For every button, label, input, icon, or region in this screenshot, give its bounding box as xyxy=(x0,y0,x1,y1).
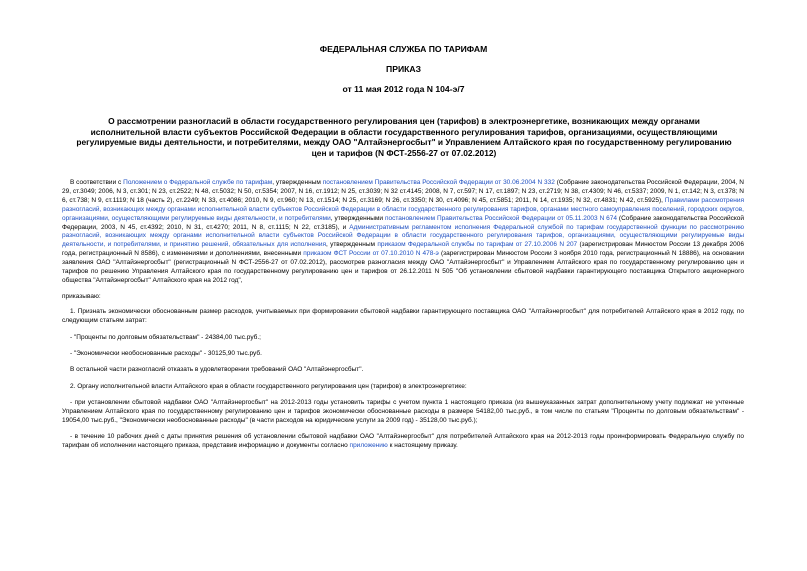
link-fst-order-207[interactable]: приказом Федеральной службы по тарифам от 27.10.2006 N 207 xyxy=(377,241,578,249)
preamble-text: (зарегистрирован Минюстом России 13 декабря 2006 года, регистрационный N 8586), с изменениями и дополнениями, внесенными xyxy=(62,241,744,258)
item-1-bullet-interest: - "Проценты по долговым обязательствам" - 24384,00 тыс.руб.; xyxy=(70,333,261,341)
document-type: ПРИКАЗ xyxy=(386,64,421,74)
link-government-resolution-332[interactable]: постановлением Правительства Российской Федерации от 30.06.2004 N 332 xyxy=(322,179,555,186)
document-body xyxy=(62,179,744,451)
item-2: 2. Органу исполнительной власти Алтайского края в области государственного регулирования цен (тарифов) в электроэнергетике: xyxy=(70,382,467,390)
item-2-bullet-inform xyxy=(62,433,744,451)
document-title: О рассмотрении разногласий в области государственного регулирования цен (тарифов) в электроэнергетике, возникающих между органами исполнительной власти субъектов Российской Федерации в области государственного регулирования тарифов, организациями, осуществляющими регулируемые виды деятельности, и потребителями, между ОАО "Алтайэнергосбыт" и Управлением Алтайского края по государственному регулированию цен и тарифов (N ФСТ-2556-27 от 07.02.2012) xyxy=(76,116,732,158)
preamble-text: В соответствии с xyxy=(70,179,124,186)
preamble-text: , утвержденными xyxy=(330,214,385,222)
preamble-paragraph xyxy=(62,179,744,286)
link-fst-order-478[interactable]: приказом ФСТ России от 07.10.2010 N 478-э xyxy=(303,250,439,258)
preamble-text: , утвержденным xyxy=(272,179,323,186)
preamble-text: (Собрание законодательства Российской Федерации, 2003, N 45, ст.4392; 2010, N 31, ст.4270; 2011, N 8, ст.1115; N 22, ст.3185), и xyxy=(62,214,744,231)
link-administrative-regulation[interactable]: Административным регламентом исполнения Федеральной службой по тарифам государственной функции по рассмотрению разногласий, возникающих между органами исполнительной власти субъектов Российской Федерации в области государственного регулирования тарифов, организациями, осуществляющими регулируемые виды деятельности, и потребителями, и принятию решений, обязательных для исполнения xyxy=(62,223,744,249)
link-government-resolution-674[interactable]: постановлением Правительства Российской Федерации от 05.11.2003 N 674 xyxy=(384,214,618,222)
preamble-text: , утвержденным xyxy=(325,241,378,249)
link-fst-regulation[interactable]: Положением о Федеральной службе по тарифам xyxy=(123,179,273,186)
order-word: приказываю: xyxy=(62,293,101,301)
item-1: 1. Признать экономически обоснованным размер расходов, учитываемых при формировании сбытовой надбавки гарантирующего поставщика ОАО "Алтайэнергосбыт" для потребителей Алтайского края в 2012 году, по следующим статьям затрат: xyxy=(62,308,744,325)
preamble-text: (зарегистрирован Минюстом России 3 ноября 2010 года, регистрационный N 18886), на основании заявления ОАО "Алтайэнергосбыт" (регистрационный N ФСТ-2556-27 от 07.02.2012), рассмотрев разногласия между ОАО "Алтайэнергосбыт" и Управлением Алтайского края по государственному регулированию цен и тарифов по решению Управления Алтайского края по государственному регулированию цен и тарифов от 26.12.2011 N 505 "Об установлении сбытовой надбавки гарантирующего поставщика Открытого акционерного общества "Алтайэнергосбыт" Алтайского края на 2012 год", xyxy=(62,250,744,284)
preamble-text: (Собрание законодательства Российской Федерации, 2004, N 29, ст.3049; 2006, N 3, ст.301; N 23, ст.2522; N 48, ст.5032; N 50, ст.5354; 2007, N 16, ст.1912; N 25, ст.3039; N 32 ст.4145; 2008, N 7, ст.597; N 17, ст.1897; N 23, ст.2719; N 38, ст.4309; N 46, ст.5337; 2009, N 1, ст.142; N 3, ст.378; N 6, ст.738; N 9, ст.1119; N 18 (часть 2), ст.2249; N 33, ст.4086; 2010, N 9, ст.960; N 13, ст.1514; N 25, ст.3169; N 26, ст.3350; N 30, ст.4096; N 45, ст.5851; 2011, N 14, ст.1935; N 32, ст.4831; N 42, ст.5925), xyxy=(62,179,744,204)
agency-name: ФЕДЕРАЛЬНАЯ СЛУЖБА ПО ТАРИФАМ xyxy=(319,44,488,54)
document-date-number: от 11 мая 2012 года N 104-э/7 xyxy=(342,84,465,94)
link-disagreement-rules[interactable]: Правилами рассмотрения разногласий, возникающих между органами исполнительной власти субъектов Российской Федерации в области государственного регулирования тарифов, органами местного самоуправления поселений, городских округов, организациями, осуществляющими регулируемые виды деятельности, и потребителями xyxy=(62,196,744,222)
item-1-bullet-unjustified: - "Экономически необоснованные расходы" - 30125,90 тыс.руб. xyxy=(70,350,262,357)
item-2-inform-text: к настоящему приказу. xyxy=(387,442,458,450)
link-appendix[interactable]: приложению xyxy=(349,442,388,450)
item-1-rest-denied: В остальной части разногласий отказать в удовлетворении требований ОАО "Алтайэнергосбыт". xyxy=(70,366,364,374)
item-2-inform-text: - в течение 10 рабочих дней с даты принятия решения об установлении сбытовой надбавки ОАО "Алтайэнергосбыт" для потребителей Алтайского края на 2012-2013 годы проинформировать Федеральную службу по тарифам об исполнении настоящего приказа, представив информацию и документы согласно xyxy=(62,433,744,450)
item-2-bullet-tariffs: - при установлении сбытовой надбавки ОАО "Алтайэнергосбыт" на 2012-2013 годы установить тарифы с учетом пункта 1 настоящего приказа (из вышеуказанных затрат дополнительному учету подлежат не учтенные Управлением Алтайского края по государственному регулированию цен и тарифов экономически обоснованные расходы в размере 54182,00 тыс.руб., в том числе по статьям "Проценты по долговым обязательствам" - 19054,00 тыс.руб., "Экономически необоснованные расходы" (в части расходов на юридические услуги за 2009 год) - 35128,00 тыс.руб.); xyxy=(62,399,744,425)
